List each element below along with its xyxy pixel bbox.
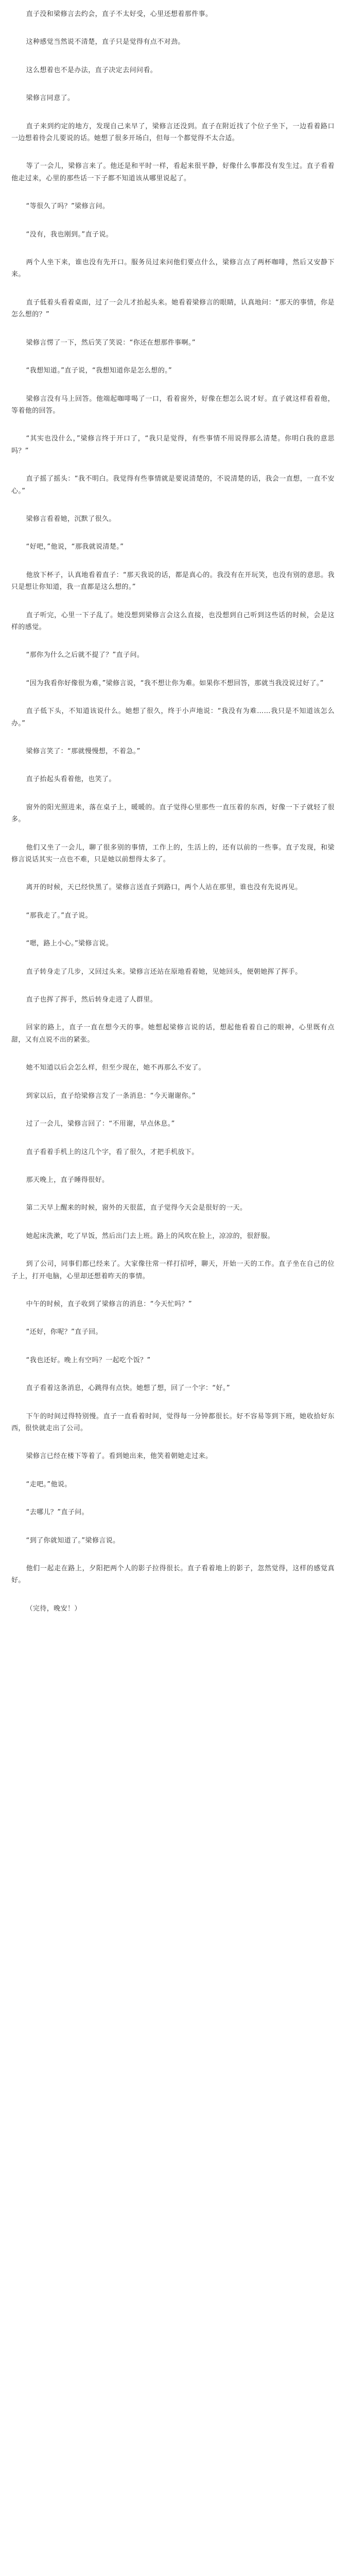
paragraph: 梁修言同意了。 xyxy=(26,94,75,103)
paragraph: 梁修言笑了：“那就慢慢想，不着急。” xyxy=(26,748,141,755)
paragraph: 下午的时间过得特别慢。直子一直看着时间，觉得每一分钟都很长。好不容易等到下班，她收拾好东西，很快就走出了公司。 xyxy=(11,1412,335,1432)
paragraph: 梁修言没有马上回答。他端起咖啡喝了一口，看着窗外，好像在想怎么说才好。直子就这样看着他，等着他的回答。 xyxy=(11,395,335,415)
paragraph: 直子也挥了挥手，然后转身走进了人群里。 xyxy=(26,996,157,1004)
paragraph: 她不知道以后会怎么样，但至少现在，她不再那么不安了。 xyxy=(26,1064,205,1072)
paragraph: 离开的时候，天已经快黑了。梁修言送直子到路口，两个人站在那里，谁也没有先说再见。 xyxy=(26,884,302,892)
paragraph: 直子没和梁修言去约会，直子不太好受，心里还想着那件事。 xyxy=(26,10,213,18)
paragraph: 中午的时候，直子收到了梁修言的消息：“今天忙吗？” xyxy=(26,1300,192,1308)
paragraph: 梁修言看着她，沉默了很久。 xyxy=(26,515,116,523)
paragraph: “走吧。”他说。 xyxy=(26,1480,72,1488)
paragraph: 直子摇了摇头：“我不明白。我觉得有些事情就是要说清楚的，不说清楚的话，我会一直想，一直不安心。” xyxy=(11,475,335,495)
paragraph: 她起床洗漱，吃了早饭，然后出门去上班。路上的风吹在脸上，凉凉的，很舒服。 xyxy=(26,1232,274,1240)
paragraph: “其实也没什么，”梁修言终于开口了，“我只是觉得，有些事情不用说得那么清楚。你明白我的意思吗？” xyxy=(11,435,335,455)
paragraph: 他们一起走在路上，夕阳把两个人的影子拉得很长。直子看着地上的影子，忽然觉得，这样的感觉真好。 xyxy=(11,1565,335,1585)
paragraph: “到了你就知道了。”梁修言说。 xyxy=(26,1536,120,1545)
paragraph: “因为我看你好像很为难，”梁修言说，“我不想让你为难。如果你不想回答，那就当我没说过好了。” xyxy=(26,679,324,687)
paragraph: “我想知道。”直子说，“我想知道你是怎么想的。” xyxy=(26,367,172,375)
article-body xyxy=(11,8,335,1615)
paragraph: 过了一会儿，梁修言回了：“不用谢，早点休息。” xyxy=(26,1120,175,1128)
paragraph: 到了公司，同事们都已经来了。大家像往常一样打招呼，聊天，开始一天的工作。直子坐在自己的位子上，打开电脑，心里却还想着昨天的事情。 xyxy=(11,1260,335,1280)
paragraph: 窗外的阳光照进来，落在桌子上，暖暖的。直子觉得心里那些一直压着的东西，好像一下子就轻了很多。 xyxy=(11,803,335,824)
paragraph: “嗯，路上小心。”梁修言说。 xyxy=(26,940,113,948)
paragraph: 直子抬起头看着他，也笑了。 xyxy=(26,775,116,784)
paragraph: “那你为什么之后就不提了？”直子问。 xyxy=(26,651,144,659)
paragraph: 梁修言已经在楼下等着了。看到她出来，他笑着朝她走过来。 xyxy=(26,1452,213,1461)
paragraph: 等了一会儿，梁修言来了。他还是和平时一样，看起来很平静，好像什么事都没有发生过。直子看着他走过来，心里的那些话一下子都不知道该从哪里说起了。 xyxy=(11,162,335,182)
paragraph: “等很久了吗？”梁修言问。 xyxy=(26,202,110,211)
paragraph: 这么想着也不是办法，直子决定去问问看。 xyxy=(26,66,157,74)
paragraph: 他们又坐了一会儿，聊了很多别的事情，工作上的，生活上的，还有以前的一些事。直子发现，和梁修言说话其实一点也不难，只是她以前想得太多了。 xyxy=(11,843,335,864)
paragraph: 直子低下头，不知道该说什么。她想了很久，终于小声地说：“我没有为难……我只是不知道该怎么办。” xyxy=(11,707,335,727)
paragraph: “还好，你呢？”直子回。 xyxy=(26,1328,102,1336)
paragraph: 直子转身走了几步，又回过头来。梁修言还站在原地看着她，见她回头，便朝她挥了挥手。 xyxy=(26,968,302,976)
paragraph: “那我走了。”直子说。 xyxy=(26,911,92,920)
paragraph: 直子听完，心里一下子乱了。她没想到梁修言会这么直接，也没想到自己听到这些话的时候，会是这样的感觉。 xyxy=(11,611,335,631)
paragraph: 第二天早上醒来的时候，窗外的天很蓝，直子觉得今天会是很好的一天。 xyxy=(26,1204,247,1212)
paragraph: 这种感觉当然说不清楚，直子只是觉得有点不对劲。 xyxy=(26,38,185,46)
paragraph: 两个人坐下来，谁也没有先开口。服务员过来问他们要点什么，梁修言点了两杯咖啡，然后又安静下来。 xyxy=(11,259,335,279)
paragraph: 那天晚上，直子睡得很好。 xyxy=(26,1176,109,1184)
paragraph: “去哪儿？”直子问。 xyxy=(26,1509,89,1517)
paragraph: 回家的路上，直子一直在想今天的事。她想起梁修言说的话，想起他看着自己的眼神，心里既有点甜，又有点说不出的紧张。 xyxy=(11,1024,335,1044)
paragraph: 到家以后，直子给梁修言发了一条消息：“今天谢谢你。” xyxy=(26,1092,196,1100)
paragraph: 直子低着头看着桌面，过了一会儿才抬起头来。她看着梁修言的眼睛，认真地问：“那天的事情，你是怎么想的？” xyxy=(11,298,335,319)
paragraph: 直子看着这条消息，心跳得有点快。她想了想，回了一个字：“好。” xyxy=(26,1384,230,1393)
paragraph: “没有，我也刚到。”直子说。 xyxy=(26,230,113,239)
closing-line: （完待，晚安！） xyxy=(26,1604,81,1613)
paragraph: 直子来到约定的地方，发现自己来早了，梁修言还没到。直子在附近找了个位子坐下，一边看着路口一边想着待会儿要说的话。她想了很多开场白，但每一个都觉得不太合适。 xyxy=(11,122,335,143)
paragraph: 梁修言愣了一下，然后笑了笑说：“你还在想那件事啊。” xyxy=(26,338,196,347)
paragraph: “好吧，”他说，“那我就说清楚。” xyxy=(26,543,124,551)
paragraph: 直子看着手机上的这几个字，看了很久，才把手机放下。 xyxy=(26,1148,199,1156)
paragraph: 他放下杯子，认真地看着直子：“那天我说的话，都是真心的。我没有在开玩笑，也没有别的意思。我只是想让你知道，我一直都是这么想的。” xyxy=(11,571,335,591)
paragraph: “我也还好。晚上有空吗？一起吃个饭？” xyxy=(26,1356,151,1364)
